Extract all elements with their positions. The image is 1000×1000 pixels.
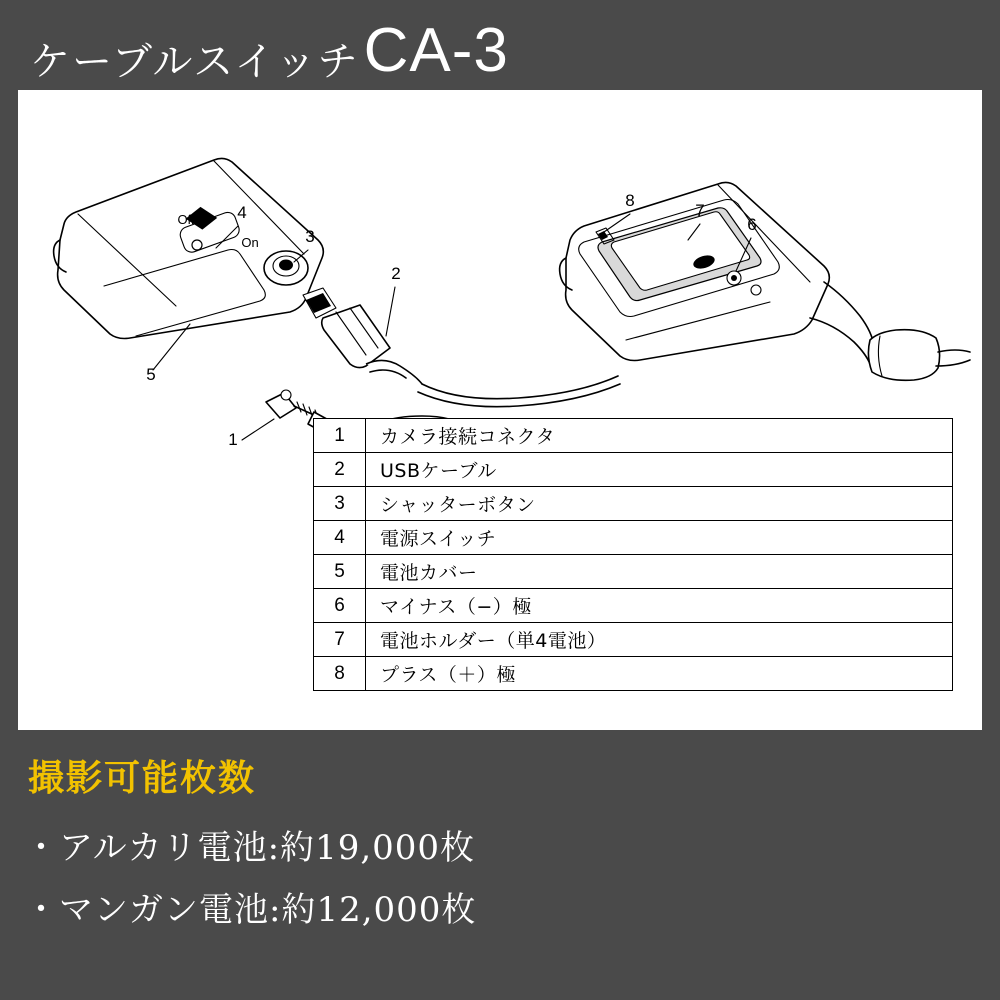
part-label: 電池ホルダー（単4電池） — [366, 623, 953, 657]
section-heading: 撮影可能枚数 — [28, 757, 257, 799]
right-cable — [810, 282, 970, 380]
illustration-panel — [18, 90, 982, 730]
part-label: カメラ接続コネクタ — [366, 419, 953, 453]
part-number: 8 — [314, 657, 366, 691]
title-model: CA-3 — [363, 16, 509, 85]
part-label: USBケーブル — [366, 453, 953, 487]
table-row — [314, 623, 953, 657]
callout-number-6: 6 — [747, 215, 757, 234]
switch-off-label: Off — [177, 212, 195, 227]
callout-number-8: 8 — [625, 191, 635, 210]
callout-1 — [228, 419, 274, 449]
part-number: 3 — [314, 487, 366, 521]
part-number: 4 — [314, 521, 366, 555]
part-number: 7 — [314, 623, 366, 657]
table-row — [314, 453, 953, 487]
callout-number-7: 7 — [695, 201, 705, 220]
part-label: マイナス（−）極 — [366, 589, 953, 623]
callout-2 — [386, 264, 401, 336]
battery-life-section — [0, 736, 1000, 1000]
table-row — [314, 555, 953, 589]
part-number: 5 — [314, 555, 366, 589]
part-number: 2 — [314, 453, 366, 487]
page-title — [0, 0, 1000, 88]
part-number: 6 — [314, 589, 366, 623]
part-label: 電池カバー — [366, 555, 953, 589]
callout-number-3: 3 — [305, 227, 315, 246]
callout-number-4: 4 — [237, 203, 247, 222]
table-row — [314, 419, 953, 453]
parts-legend-table — [313, 418, 953, 691]
table-row — [314, 487, 953, 521]
spec-bullet-alkaline: ・アルカリ電池:約19,000枚 — [24, 828, 476, 868]
callout-number-1: 1 — [228, 430, 238, 449]
title-japanese: ケーブルスイッチ — [30, 40, 360, 84]
spec-bullet-manganese: ・マンガン電池:約12,000枚 — [24, 890, 477, 930]
callout-number-2: 2 — [391, 264, 401, 283]
cable-switch-front-view — [54, 158, 336, 338]
part-label: シャッターボタン — [366, 487, 953, 521]
part-label: プラス（＋）極 — [366, 657, 953, 691]
part-number: 1 — [314, 419, 366, 453]
switch-on-label: On — [241, 235, 259, 250]
part-label: 電源スイッチ — [366, 521, 953, 555]
table-row — [314, 521, 953, 555]
table-row — [314, 657, 953, 691]
callout-number-5: 5 — [146, 365, 156, 384]
table-row — [314, 589, 953, 623]
usb-cable — [322, 305, 620, 407]
